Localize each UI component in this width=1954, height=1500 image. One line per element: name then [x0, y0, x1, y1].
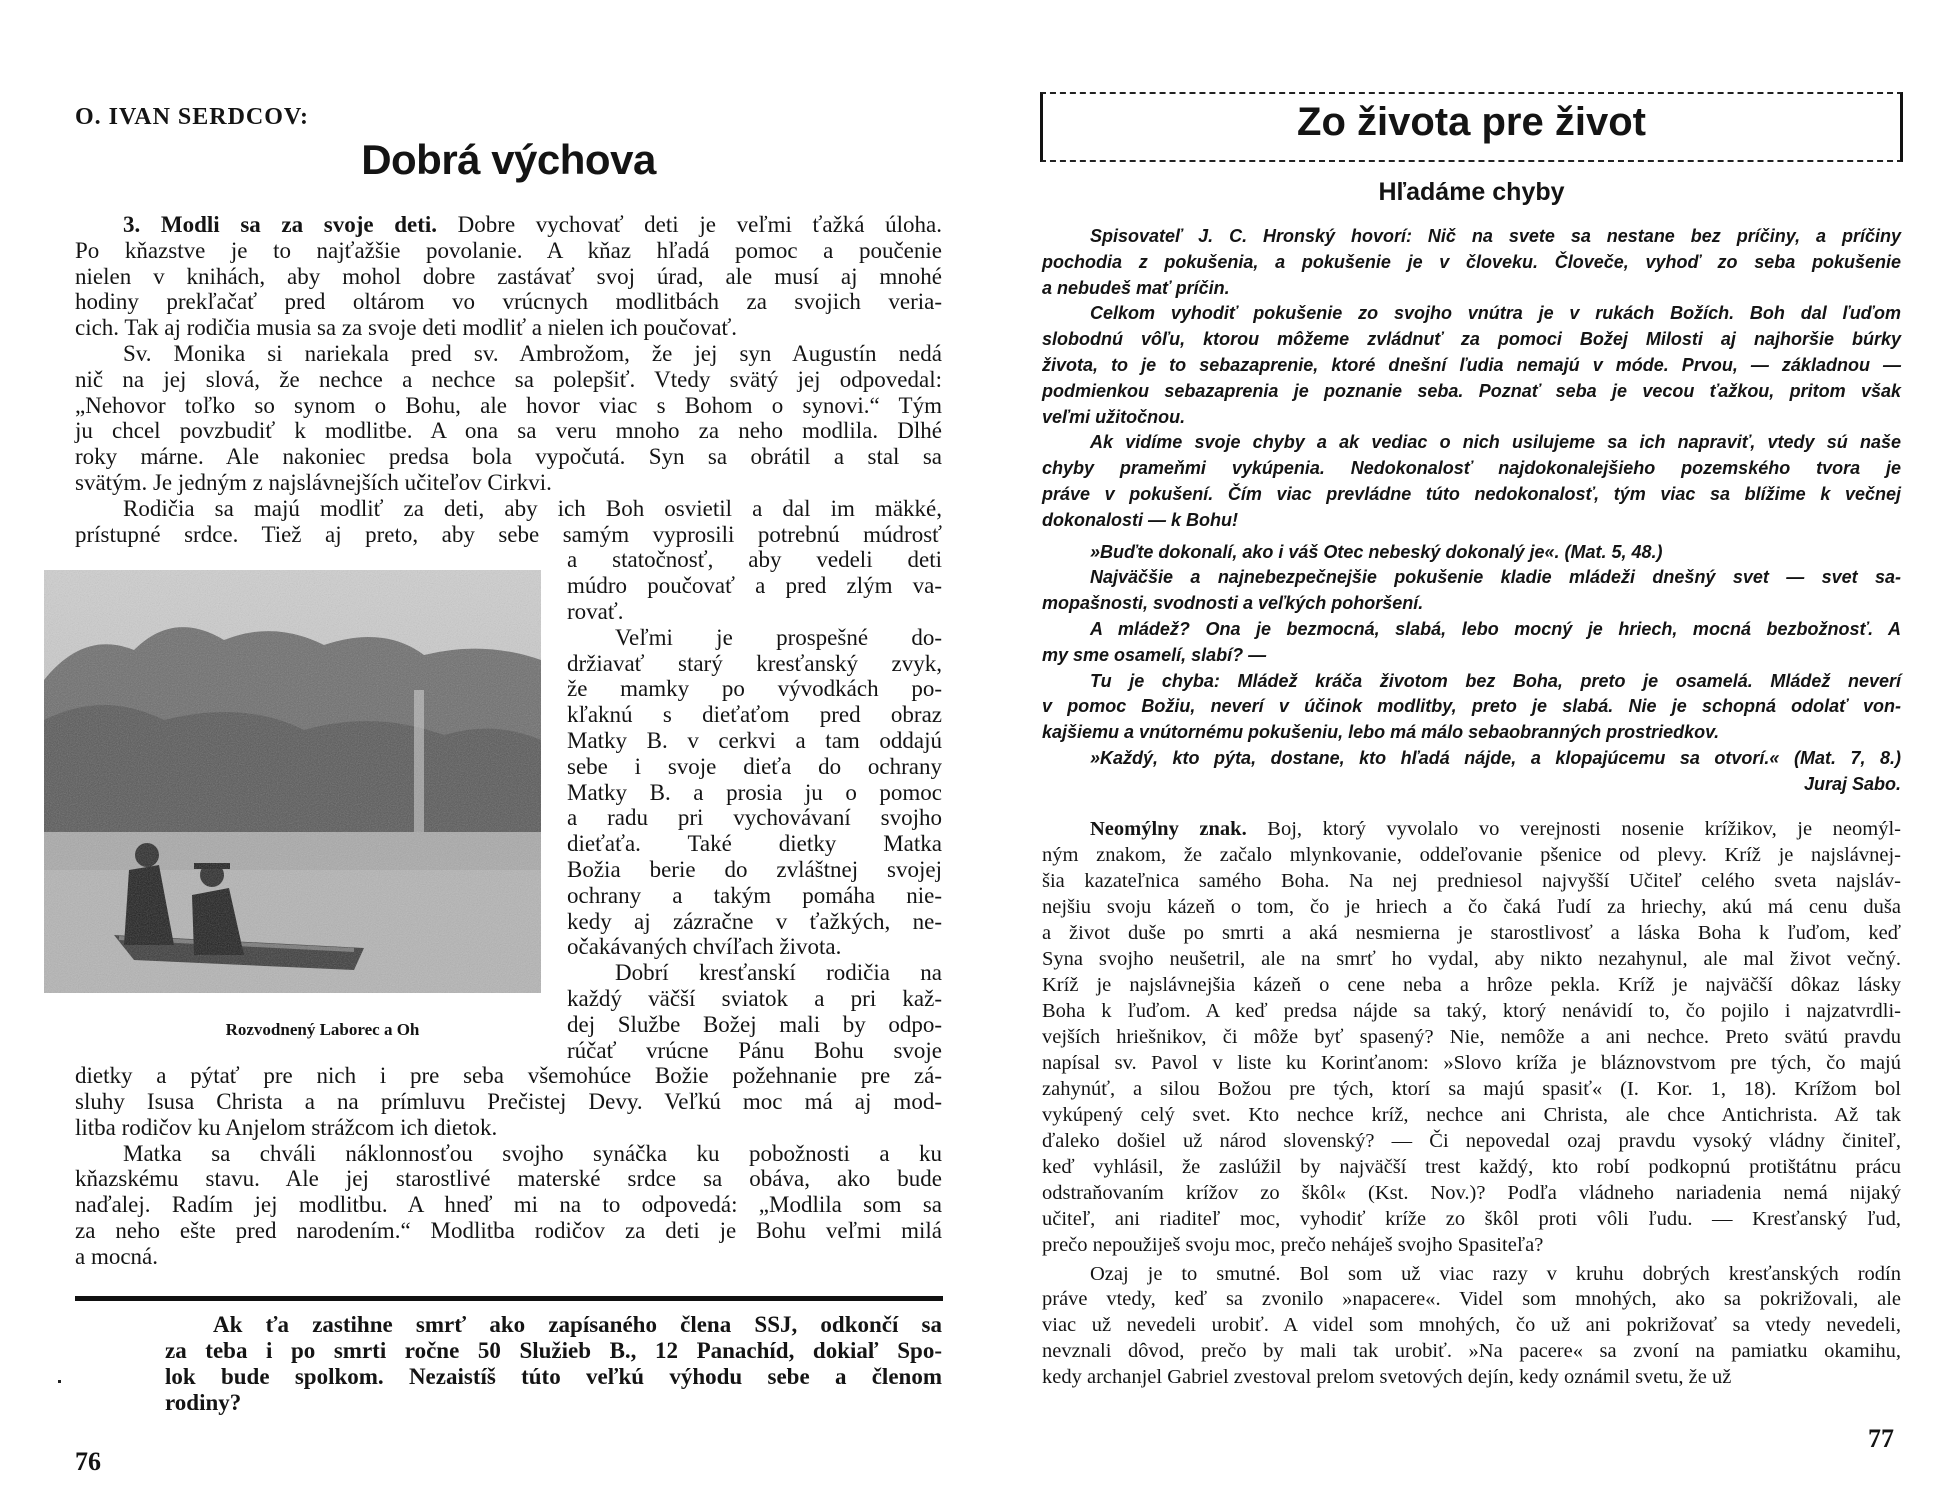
text-line	[1042, 379, 1901, 405]
line-text: A mládež? Ona je bezmocná, slabá, lebo mocný je hriech, mocná bezbožnosť. A	[1090, 618, 1901, 639]
line-text: kedy archanjel Gabriel zvestoval prelom svetových dejín, kedy oznámil svetu, že už	[1042, 1366, 1732, 1388]
text-line	[75, 1063, 942, 1089]
text-line	[75, 1089, 942, 1115]
text-line	[75, 212, 942, 238]
line-text: podmienkou sebazaprenia je poznanie seba. Poznať seba je vecou ťažkou, pritom však	[1042, 380, 1901, 401]
line-text: práve v pokušení. Čím viac prevládne túto nedokonalosť, tým viac sa blížime k večnej	[1042, 483, 1901, 504]
line-text: Veľmi je prospešné do-	[615, 624, 942, 650]
text-line	[1042, 1262, 1901, 1286]
text-line	[1042, 405, 1901, 431]
line-text: Spisovateľ J. C. Hronský hovorí: Nič na svete sa nestane bez príčiny, a príčiny	[1090, 226, 1901, 246]
line-text: naďalej. Radím jej modlitbu. A hneď mi na to odpovedá: „Modlila som sa	[75, 1192, 942, 1218]
text-line	[567, 831, 942, 857]
text-line	[1042, 894, 1901, 920]
text-line	[1042, 1312, 1901, 1338]
line-text: každý väčší sviatok a pri kaž-	[567, 985, 942, 1011]
line-text: my sme osamelí, slabí? —	[1042, 644, 1267, 665]
line-text: hodiny prekľačať pred oltárom vo vrúcnych modlitbách za svojich veria-	[75, 289, 942, 315]
line-text: a mocná.	[75, 1243, 159, 1269]
text-line	[1042, 1128, 1901, 1154]
line-text: Ak vidíme svoje chyby a ak vediac o nich usilujeme sa ich napraviť, vtedy sú naše	[1090, 432, 1901, 453]
text-line	[567, 909, 942, 935]
text-line	[75, 341, 942, 367]
text-line	[1042, 868, 1901, 894]
line-text: Matky B. a prosia ju o pomoc	[567, 779, 942, 805]
line-text: Po kňazstve je to najťažšie povolanie. A kňaz hľadá pomoc a poučenie	[75, 237, 942, 263]
line-text: Boha k ľuďom. A keď predsa nájde sa taký, ktorý nenávidí to, čo pojilo i najzatvrdli-	[1042, 1000, 1901, 1022]
photo-flooded-river	[44, 570, 541, 993]
text-line	[1042, 920, 1901, 946]
text-line	[567, 547, 942, 573]
text-line	[75, 1192, 942, 1218]
text-line	[1042, 224, 1901, 250]
text-line	[75, 393, 942, 419]
line-text: Najväčšie a najnebezpečnejšie pokušenie kladie mládeži dnešný svet — svet sa-	[1090, 567, 1901, 588]
text-line	[567, 780, 942, 806]
line-text: dietky a pýtať pre nich i pre seba všemohúce Božie požehnanie pre zá-	[75, 1063, 942, 1089]
text-line	[1042, 694, 1901, 720]
line-text: Boj, ktorý vyvolalo vo verejnosti nosenie krížikov, je neomýl-	[1246, 818, 1901, 840]
line-text: nevznali dôvod, prečo by mali tak urobiť. »Na pacere« sa zvoní na pamiatku okamihu,	[1042, 1340, 1901, 1362]
text-line	[567, 676, 942, 702]
line-text: ochrany a takým pomáha nie-	[567, 882, 942, 908]
text-line	[75, 1141, 942, 1167]
text-line	[567, 934, 942, 960]
text-line	[1042, 842, 1901, 868]
article-title-right: Hľadáme chyby	[1378, 178, 1565, 206]
text-line	[75, 1244, 942, 1270]
line-text: odstraňovaním krížov zo škôl« (Kst. Nov.)? Podľa vládneho nariadenia nemá nijaký	[1042, 1182, 1901, 1204]
notice-line: lok bude spolkom. Nezaistíš túto veľkú výhodu sebe a členom	[165, 1364, 942, 1389]
text-line	[567, 883, 942, 909]
line-text: nejšiu svoju kázeň o tom, čo je hriech a čo čaká ľudí za hriechy, akú má cenu duša	[1042, 896, 1901, 918]
line-text: Syna svojho neušetril, ale na smrť ho vydal, aby nikto nezahynul, ale mal život večný.	[1042, 948, 1901, 970]
text-line	[567, 651, 942, 677]
text-line	[75, 264, 942, 290]
line-text: rúčať vrúcne Pánu Bohu svoje	[567, 1037, 942, 1063]
text-line	[75, 289, 942, 315]
text-line	[1042, 998, 1901, 1024]
line-text: držiavať starý kresťanský zvyk,	[567, 650, 942, 676]
text-line	[1042, 508, 1901, 534]
paragraph-lead: 3. Modli sa za svoje deti.	[123, 212, 438, 237]
text-line	[1042, 591, 1901, 617]
text-line	[567, 599, 942, 625]
line-text: svätým. Je jedným z najslávnejších učiteľov Cirkvi.	[75, 469, 552, 495]
text-line	[567, 754, 942, 780]
line-text: sebe i svoje dieťa do ochrany	[567, 753, 942, 779]
line-text: kajšiemu a vnútornému pokušeniu, lebo má málo sebaobranných prostriedkov.	[1042, 722, 1720, 743]
text-line	[1042, 565, 1901, 591]
line-text: »Každý, kto pýta, dostane, kto hľadá nájde, a klopajúcemu sa otvorí.« (Mat. 7, 8.)	[1090, 747, 1901, 768]
line-text: Rodičia sa majú modliť za deti, aby ich Boh osvietil a dal im mäkké,	[123, 495, 942, 521]
text-line	[1042, 946, 1901, 972]
text-line	[1042, 1364, 1901, 1390]
section-title: Zo života pre život	[1297, 100, 1646, 144]
text-line	[567, 960, 942, 986]
text-line	[1042, 250, 1901, 276]
line-text: nič na jej slová, že nechce a nechce sa polepšiť. Vtedy svätý jej odpovedal:	[75, 366, 942, 392]
article-title: Dobrá výchova	[361, 136, 656, 183]
text-line	[1042, 1154, 1901, 1180]
text-line	[75, 522, 942, 548]
line-text: očakávaných chvíľach života.	[567, 934, 842, 960]
line-text: kľaknú s dieťaťom pred obraz	[567, 702, 942, 728]
text-line	[1042, 1076, 1901, 1102]
line-text: ným znakom, že začalo mlynkovanie, oddeľovanie pšenice od plevy. Kríž je najslávnej-	[1042, 844, 1901, 866]
signature: Juraj Sabo.	[1803, 773, 1901, 794]
text-line	[1042, 669, 1901, 695]
text-line	[1042, 1206, 1901, 1232]
line-text: a statočnosť, aby vedeli deti	[567, 547, 942, 573]
line-text: roky márne. Ale nakoniec predsa bola vypočutá. Syn sa obrátil a stal sa	[75, 444, 942, 470]
text-line	[1042, 1232, 1901, 1258]
text-line	[1042, 1286, 1901, 1312]
line-text: dej Službe Božej mali by odpo-	[567, 1011, 942, 1037]
line-text: Tu je chyba: Mládež kráča životom bez Boha, preto je osamelá. Mládež neverí	[1090, 670, 1901, 691]
line-text: mopašnosti, svodnosti a veľkých pohoršení.	[1042, 593, 1424, 614]
line-text: dokonalosti — k Bohu!	[1042, 509, 1238, 530]
line-text: slobodnú vôľu, ktorou môžeme zvládnuť za pomoci Božej Milosti aj najhoršie búrky	[1042, 329, 1901, 350]
text-line	[567, 728, 942, 754]
line-text: nielen v knihách, aby mohol dobre zastávať svoj úrad, ale musí aj mnohé	[75, 263, 942, 289]
text-line	[1042, 1050, 1901, 1076]
text-line	[1042, 1338, 1901, 1364]
text-line	[567, 1012, 942, 1038]
line-text: napísal sv. Pavol v liste ku Korinťanom: »Slovo kríža je bláznovstvom pre tých, čo majú	[1042, 1052, 1901, 1074]
text-line	[1042, 276, 1901, 302]
text-line	[567, 702, 942, 728]
text-line	[567, 1038, 942, 1064]
line-text: kedy aj zázračne v ťažkých, ne-	[567, 908, 942, 934]
line-text: dieťaťa. Také dietky Matka	[567, 831, 942, 857]
line-text: učiteľ, ani riaditeľ moc, vyhodiť kríže zo škôl proti vôli ľudu. — Kresťanský ľud,	[1042, 1208, 1901, 1230]
text-line	[1042, 1102, 1901, 1128]
text-line	[1042, 353, 1901, 379]
text-line	[1042, 720, 1901, 746]
line-text: v pomoc Božiu, neverí v účinok modlitby, preto je slabá. Nie je schopná odolať von-	[1042, 696, 1901, 717]
notice-line: Ak ťa zastihne smrť ako zapísaného člena SSJ, odkončí sa	[213, 1312, 942, 1337]
line-text: vejších hriešnikov, či môže byť spasený? Nie, nemôže a ani nechce. Preto svätú pravdu	[1042, 1026, 1901, 1048]
text-line	[1042, 617, 1901, 643]
article-author: O. IVAN SERDCOV:	[75, 104, 310, 130]
line-text: viac už nevedeli urobiť. A videl som mnohých, čo už ani pokrižovať sa vtedy nevedeli,	[1042, 1314, 1901, 1336]
text-line	[1042, 972, 1901, 998]
line-text: Kríž je najslávnejšia kázeň o cene neba a hrôze pekla. Kríž je najväčší dôkaz lásky	[1042, 974, 1901, 996]
line-text: vykúpený celý svet. Kto nechce kríž, nechce ani Christa, ale chce Antichrista. Až tak	[1042, 1104, 1901, 1126]
text-line	[1042, 816, 1901, 842]
line-text: a nebudeš mať príčin.	[1042, 277, 1230, 298]
line-text: keď vyhlásil, že zaslúžil by najväčší trest každý, kto robí podkopnú protištátnu prácu	[1042, 1156, 1901, 1178]
photo-caption: Rozvodnený Laborec a Oh	[225, 1020, 420, 1039]
line-text: kňazskému stavu. Ale jej starostlivé materské srdce sa obáva, ako bude	[75, 1166, 942, 1192]
text-line	[1042, 301, 1901, 327]
text-line	[567, 805, 942, 831]
text-line	[1042, 327, 1901, 353]
notice-line: za teba i po smrti ročne 50 Služieb B., 12 Panachíd, dokiaľ Spo-	[165, 1338, 942, 1363]
line-text: šia kazateľnica samého Boha. Na nej predniesol najvyšší Učiteľ celého sveta najsláv-	[1042, 870, 1901, 892]
print-speck	[58, 1380, 61, 1383]
line-text: Dobre vychovať deti je veľmi ťažká úloha.	[437, 212, 942, 237]
page-number-right: 77	[1868, 1424, 1894, 1453]
line-text: ju chcel povzbudiť k modlitbe. A ona sa veru mnoho za neho modlila. Dlhé	[75, 418, 942, 444]
line-text: sluhy Isusa Christa a na prímluvu Prečistej Devy. Veľkú moc má aj mod-	[75, 1089, 942, 1115]
line-text: Celkom vyhodiť pokušenie zo svojho vnútra je v rukách Božích. Boh dal ľuďom	[1090, 303, 1901, 324]
line-text: „Nehovor toľko so synom o Bohu, ale hovor viac s Bohom o synovi.“ Tým	[75, 392, 942, 418]
line-text: pochodia z pokušenia, a pokušenie je v človeku. Človeče, vyhoď zo seba pokušenie	[1042, 251, 1901, 272]
text-line	[75, 1218, 942, 1244]
text-line	[1042, 430, 1901, 456]
line-text: chyby prameňmi vykúpenia. Nedokonalosť najdokonalejšieho pozemského tvora je	[1042, 458, 1901, 479]
line-text: Matka sa chváli náklonnosťou svojho synáčka ku pobožnosti a ku	[123, 1140, 942, 1166]
line-text: veľmi užitočnou.	[1042, 406, 1186, 427]
line-text: Božia berie do zvláštnej svojej	[567, 856, 942, 882]
text-line	[75, 1166, 942, 1192]
article-body-right	[1042, 816, 1901, 1390]
text-line	[567, 573, 942, 599]
text-line	[75, 496, 942, 522]
line-text: litba rodičov ku Anjelom strážcom ich dietok.	[75, 1114, 498, 1140]
page-number-left: 76	[75, 1447, 101, 1476]
membership-notice	[165, 1312, 942, 1416]
line-text: prečo nepoužiješ svoju moc, prečo neháješ svojho Spasiteľa?	[1042, 1234, 1544, 1256]
text-line	[75, 367, 942, 393]
line-text: múdro poučovať a pred zlým va-	[567, 573, 942, 599]
boat-photo-image	[44, 570, 541, 993]
line-text: Ozaj je to smutné. Bol som už viac razy v kruhu dobrých kresťanských rodín	[1090, 1263, 1901, 1285]
text-line	[567, 857, 942, 883]
paragraph-lead: Neomýlny znak.	[1090, 818, 1247, 840]
line-text: »Buďte dokonalí, ako i váš Otec nebeský dokonalý je«. (Mat. 5, 48.)	[1090, 541, 1663, 562]
italic-article-body	[1042, 224, 1901, 798]
text-line	[1042, 746, 1901, 772]
line-text: a život duše po smrti a aká nesmierna je starostlivosť a láska Boha k ľuďom, keď	[1042, 922, 1901, 944]
text-line	[1042, 540, 1901, 566]
text-line	[75, 315, 942, 341]
text-line	[1042, 456, 1901, 482]
text-line	[1042, 1180, 1901, 1206]
text-line	[75, 444, 942, 470]
text-line	[567, 625, 942, 651]
text-line	[75, 418, 942, 444]
line-text: ďaleko došiel už národ slovenský? — Či nepovedal ozaj pravdu vysoký vládny činiteľ,	[1042, 1130, 1901, 1152]
line-text: rovať.	[567, 598, 624, 624]
text-line	[75, 1115, 942, 1141]
line-text: za neho ešte pred narodením.“ Modlitba rodičov za deti je Bohu veľmi milá	[75, 1218, 942, 1244]
text-line	[567, 986, 942, 1012]
line-text: Sv. Monika si nariekala pred sv. Ambrožom, že jej syn Augustín nedá	[123, 340, 942, 366]
text-line	[1042, 482, 1901, 508]
line-text: Dobrí kresťanskí rodičia na	[615, 960, 942, 986]
text-line	[1042, 1024, 1901, 1050]
line-text: cich. Tak aj rodičia musia sa za svoje deti modliť a nielen ich poučovať.	[75, 315, 738, 341]
text-line	[75, 238, 942, 264]
line-text: Matky B. v cerkvi a tam oddajú	[567, 727, 942, 753]
line-text: a radu pri vychovávaní svojho	[567, 805, 942, 831]
section-divider	[75, 1296, 943, 1301]
notice-line: rodiny?	[165, 1390, 242, 1415]
text-line	[1042, 643, 1901, 669]
line-text: života, to je to sebazaprenie, ktoré dnešní ľudia nemajú v móde. Prvou, — základnou —	[1042, 354, 1901, 375]
line-text: že mamky po vývodkách po-	[567, 676, 942, 702]
line-text: zahynúť, a silou Božou pre tých, ktorí sa majú spasiť« (I. Kor. 1, 18). Krížom bol	[1042, 1078, 1901, 1100]
line-text: práve vtedy, keď sa zvonilo »napacere«. Videl som mnohých, ako sa pokrižovali, ale	[1042, 1288, 1901, 1310]
text-line	[75, 470, 942, 496]
line-text: prístupné srdce. Tiež aj preto, aby sebe samým vyprosili potrebnú múdrosť	[75, 521, 942, 547]
